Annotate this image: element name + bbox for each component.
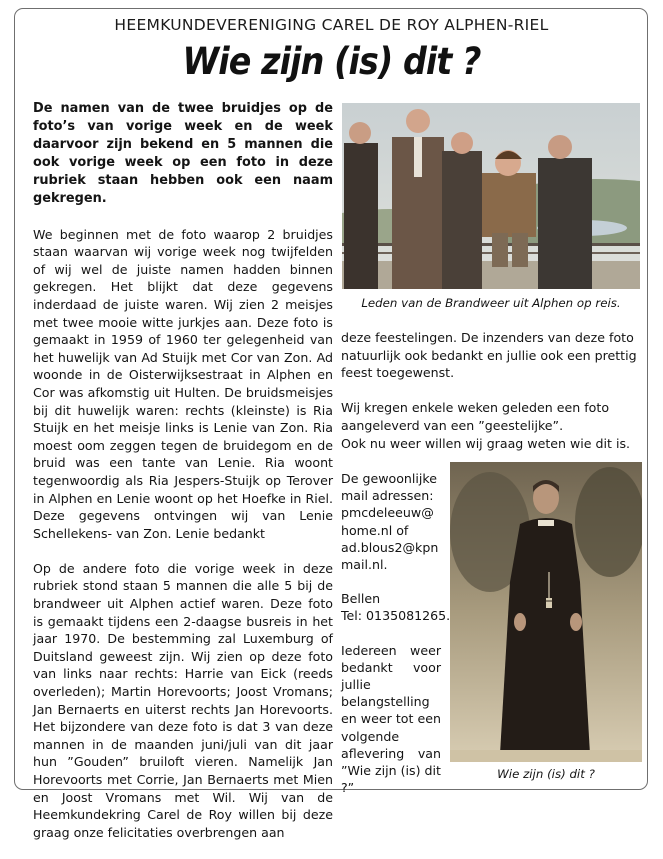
paragraph-priest-question: Ook nu weer willen wij graag weten wie dit is. <box>341 435 631 451</box>
lead-paragraph: De namen van de twee bruidjes op de foto’s van vorige week en de week daarvoor zijn bekend en 5 mannen die ook vorige week op een foto in deze rubriek staan hebben ook een naam gekregen. <box>33 101 333 206</box>
left-column <box>33 100 333 859</box>
contact-column <box>341 470 451 796</box>
phone-label: Bellen <box>341 591 381 607</box>
phone-number: Tel: 0135081265. <box>341 608 451 624</box>
firemen-photo <box>342 103 640 289</box>
page-title: Wie zijn (is) dit ? <box>182 40 481 83</box>
priest-caption: Wie zijn (is) dit ? <box>497 767 595 781</box>
closing-text: Iedereen weer bedankt voor jullie belangstelling en weer tot een volgende aflevering van ”Wie zijn (is) dit ?” <box>341 642 441 796</box>
society-kicker: HEEMKUNDEVERENIGING CAREL DE ROY ALPHEN-RIEL <box>114 16 549 34</box>
paragraph-celebration: deze feestelingen. De inzenders van deze foto natuurlijk ook bedankt en jullie ook een prettig feest toegewenst. <box>341 330 637 381</box>
contact-intro: De gewoonlijke mail adressen: <box>341 471 437 504</box>
priest-photo <box>450 462 642 762</box>
paragraph-priest-intro: Wij kregen enkele weken geleden een foto aangeleverd van een ”geestelijke”. <box>341 400 610 433</box>
email-2: ad.blous2@kpnmail.nl. <box>341 539 439 573</box>
firemen-caption: Leden van de Brandweer uit Alphen op reis. <box>361 296 621 310</box>
right-column <box>341 329 641 470</box>
paragraph-firemen: Op de andere foto die vorige week in deze rubriek stond staan 5 mannen die alle 5 bij de brandweer uit Alphen actief waren. Deze foto is gemaakt tijdens een 2-daagse busreis in het jaar 1970. De bestemming zal Luxemburg of Duitsland geweest zijn. Wij zien op deze foto van links naar rechts: Harrie van Eick (reeds overleden); Martin Horevoorts; Joost Vromans; Jan Bernaerts en uiterst rechts Jan Horevoorts. Het bijzondere van deze foto is dat 3 van deze mannen in de maanden juni/juli van dit jaar hun ”Gouden” bruiloft vieren. Namelijk Jan Horevoorts met Corrie, Jan Bernaerts met Mien en Joost Vromans met Wil. Wij van de Heemkundekring Carel de Roy willen bij deze graag onze felicitaties overbrengen aan <box>33 560 333 840</box>
paragraph-brides: We beginnen met de foto waarop 2 bruidjes staan waarvan wij vorige week nog twijfelden of wij wel de juiste namen hadden binnen gekregen. Het blijkt dat deze gegevens inderdaad de juiste waren. Wij zien 2 meisjes met twee mooie witte jurkjes aan. Deze foto is gemaakt in 1959 of 1960 ter gelegenheid van het huwelijk van Ad Stuijk met Cor van Zon. Ad woonde in de Oisterwijksestraat in Alphen en Cor was afkomstig uit Hulten. De bruidsmeisjes bij dit huwelijk waren: rechts (kleinste) is Ria Stuijk en het meisje links is Lenie van Zon. Ria moest oom zeggen tegen de bruidegom en de bruid was een tante van Lenie. Ria woont tegenwoordig als Ria Jespers-Stuijk op Terover in Alphen en Lenie woont op het Hoefke in Riel. Deze gegevens ontvingen wij van Lenie Schellekens- van Zon. Lenie bedankt <box>33 226 333 541</box>
email-1: pmcdeleeuw@home.nl of <box>341 505 434 538</box>
